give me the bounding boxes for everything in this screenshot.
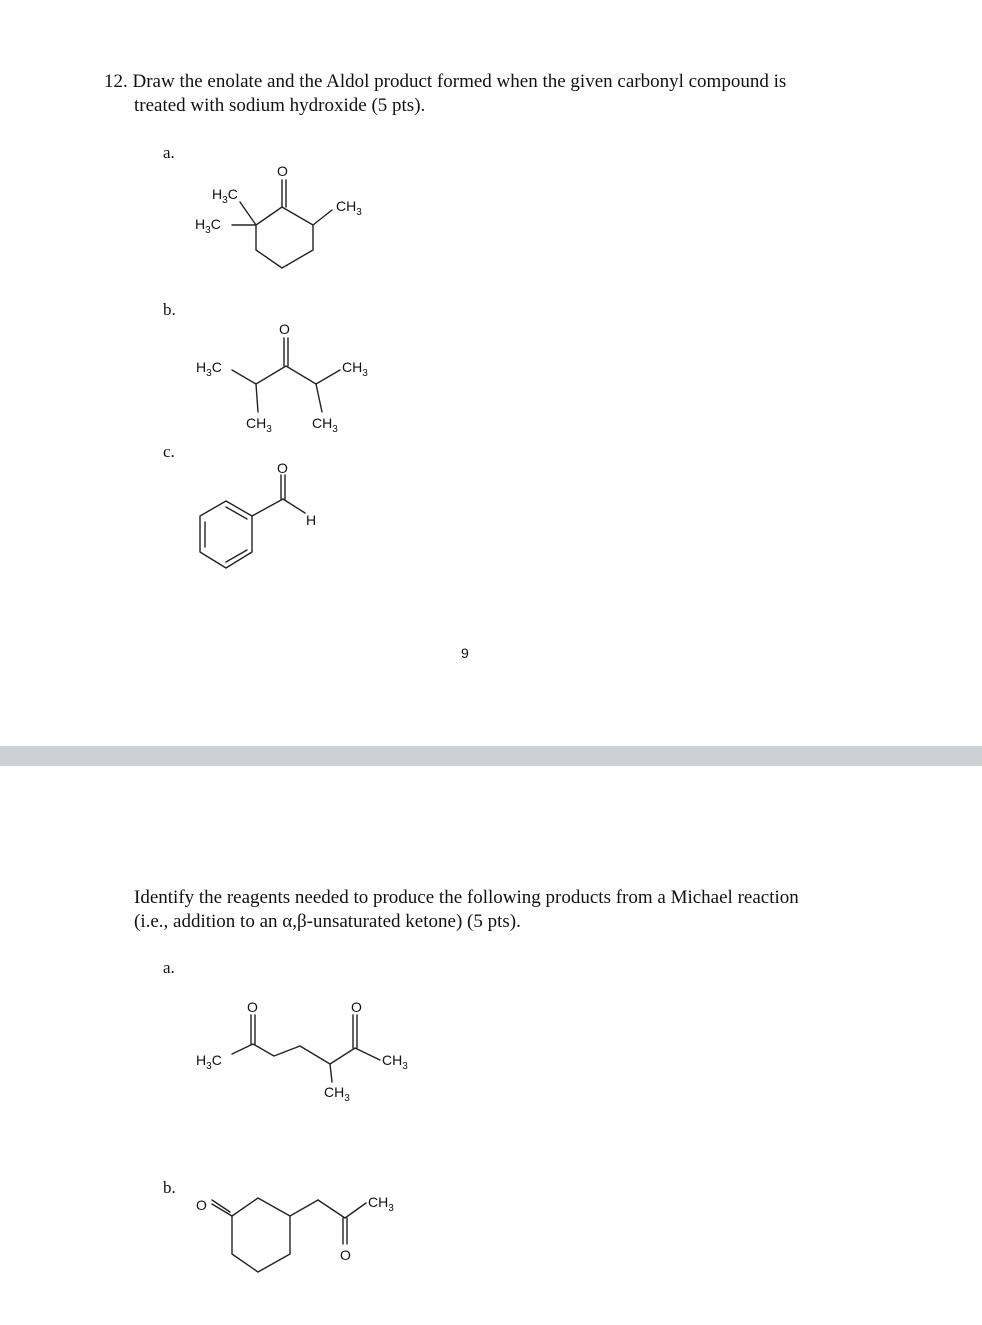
page-number: 9: [461, 645, 469, 661]
methyl-label-mid1: $CH_3$: [246, 415, 272, 435]
methyl-label-right: $CH_3$: [382, 1052, 408, 1072]
page-separator: [0, 746, 982, 766]
item-label-b: b.: [163, 1178, 176, 1197]
methyl-label-right: $CH_3$: [342, 359, 368, 379]
item-label-c: c.: [163, 442, 175, 461]
michael-question-line1: Identify the reagents needed to produce the following products from a Michael reaction: [134, 887, 799, 908]
methyl-label-left: $H_3C$: [196, 1052, 222, 1072]
methyl-label-right: $CH_3$: [336, 198, 362, 218]
methyl-label-mid2: $CH_3$: [312, 415, 338, 435]
item-label-a: a.: [163, 143, 175, 162]
page-2: [0, 766, 982, 1325]
question-12-line1: 12. Draw the enolate and the Aldol product formed when the given carbonyl compound is: [104, 71, 787, 92]
methyl-label-bottom: $CH_3$: [324, 1084, 350, 1104]
side-chain-oxygen: O: [340, 1247, 351, 1263]
methyl-label-left: $H_3C$: [196, 359, 222, 379]
ring-ketone-oxygen: O: [196, 1197, 207, 1213]
michael-question-line2: (i.e., addition to an α,β-unsaturated ketone) (5 pts).: [134, 911, 521, 932]
methyl-label-left: $H_3C$: [195, 216, 221, 236]
carbonyl-oxygen-label: O: [277, 163, 288, 179]
aldehyde-h-label: H: [306, 512, 317, 528]
ketone-oxygen-left: O: [247, 999, 258, 1015]
carbonyl-oxygen-label: O: [279, 321, 290, 337]
question-12-line2: treated with sodium hydroxide (5 pts).: [134, 95, 426, 116]
methyl-label-right: $CH_3$: [368, 1194, 394, 1214]
methyl-label-top: $H_3C$: [212, 186, 238, 206]
item-label-b: b.: [163, 300, 176, 319]
carbonyl-oxygen-label: O: [277, 460, 288, 476]
ketone-oxygen-right: O: [351, 999, 362, 1015]
structure-2b: [0, 766, 982, 1325]
item-label-a: a.: [163, 958, 175, 977]
